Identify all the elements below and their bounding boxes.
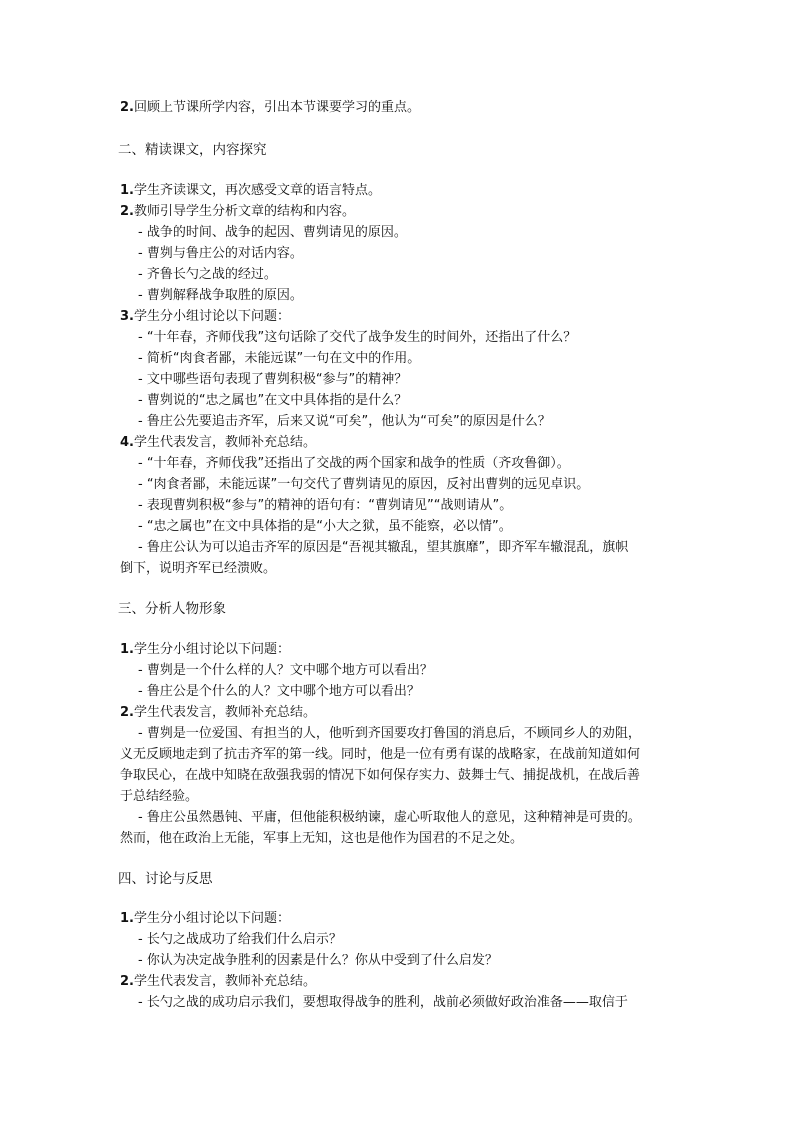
list-item [120, 309, 290, 325]
list-item [120, 204, 355, 220]
list-item [120, 435, 316, 451]
item-number: 3. [120, 309, 134, 324]
item-text: 学生齐读课文，再次感受文章的语言特点。 [134, 183, 382, 198]
item-text: 回顾上节课所学内容，引出本节课要学习的重点。 [134, 100, 421, 115]
sub-item: - 你认为决定战争胜利的因素是什么？你从中受到了什么启发？ [138, 953, 498, 968]
sub-item: - 长勺之战的成功启示我们，要想取得战争的胜利，战前必须做好政治准备——取信于 [138, 995, 628, 1010]
sub-item: - 鲁庄公先要追击齐军，后来又说“可矣”，他认为“可矣”的原因是什么？ [138, 414, 551, 429]
list-item [120, 705, 316, 721]
item-text: 学生分小组讨论以下问题： [134, 309, 291, 324]
sub-item: - “忠之属也”在文中具体指的是“小大之狱，虽不能察，必以情”。 [138, 519, 512, 534]
sub-item: - “肉食者鄙，未能远谋”一句交代了曹刿请见的原因，反衬出曹刿的远见卓识。 [138, 477, 590, 492]
paragraph-line: 义无反顾地走到了抗击齐军的第一线。同时，他是一位有勇有谋的战略家，在战前知道如何 [120, 747, 641, 762]
intro-item [120, 100, 420, 116]
sub-item: - 鲁庄公是个什么的人？文中哪个地方可以看出？ [138, 684, 420, 699]
sub-item: - “十年春，齐师伐我”这句话除了交代了战争发生的时间外，还指出了什么？ [138, 330, 577, 345]
sub-item: - 曹刿说的“忠之属也”在文中具体指的是什么？ [138, 393, 408, 408]
item-text: 教师引导学生分析文章的结构和内容。 [134, 204, 356, 219]
item-text: 学生分小组讨论以下问题： [134, 911, 291, 926]
section-heading: 三、分析人物形象 [118, 601, 226, 617]
sub-item: - 战争的时间、战争的起因、曹刿请见的原因。 [138, 225, 407, 240]
sub-item: - 曹刿是一个什么样的人？文中哪个地方可以看出？ [138, 663, 433, 678]
paragraph-line: 然而，他在政治上无能，军事上无知，这也是他作为国君的不足之处。 [120, 831, 524, 846]
sub-item: - 文中哪些语句表现了曹刿积极“参与”的精神？ [138, 372, 408, 387]
sub-item: - 曹刿与鲁庄公的对话内容。 [138, 246, 303, 261]
sub-item: - 表现曹刿积极“参与”的精神的语句有：“曹刿请见”“战则请从”。 [138, 498, 513, 513]
paragraph-line: 于总结经验。 [120, 789, 199, 804]
paragraph-line: 争取民心，在战中知晓在敌强我弱的情况下如何保存实力、鼓舞士气、捕捉战机，在战后善 [120, 768, 641, 783]
item-number: 1. [120, 183, 134, 198]
item-text: 学生代表发言，教师补充总结。 [134, 435, 317, 450]
list-item [120, 911, 290, 927]
list-item [120, 642, 290, 658]
item-text: 学生代表发言，教师补充总结。 [134, 705, 317, 720]
item-number: 2. [120, 705, 134, 720]
section-heading: 二、精读课文，内容探究 [118, 142, 267, 158]
item-number: 2. [120, 100, 134, 115]
sub-item: - 鲁庄公认为可以追击齐军的原因是“吾视其辙乱，望其旗靡”，即齐军车辙混乱，旗帜 [138, 540, 629, 555]
item-number: 1. [120, 642, 134, 657]
sub-item: - 齐鲁长勺之战的经过。 [138, 267, 277, 282]
item-number: 4. [120, 435, 134, 450]
sub-item: - 长勺之战成功了给我们什么启示？ [138, 932, 342, 947]
item-number: 2. [120, 204, 134, 219]
sub-item: - 简析“肉食者鄙，未能远谋”一句在文中的作用。 [138, 351, 421, 366]
paragraph-line: - 鲁庄公虽然愚钝、平庸，但他能积极纳谏，虚心听取他人的意见，这种精神是可贵的。 [138, 810, 641, 825]
continuation-text: 倒下，说明齐军已经溃败。 [120, 561, 277, 576]
item-text: 学生代表发言，教师补充总结。 [134, 974, 317, 989]
section-heading: 四、讨论与反思 [118, 871, 213, 887]
list-item [120, 183, 381, 199]
list-item [120, 974, 316, 990]
item-text: 学生分小组讨论以下问题： [134, 642, 291, 657]
sub-item: - 曹刿解释战争取胜的原因。 [138, 288, 303, 303]
item-number: 2. [120, 974, 134, 989]
paragraph-line: - 曹刿是一位爱国、有担当的人，他听到齐国要攻打鲁国的消息后，不顾同乡人的劝阻， [138, 726, 641, 741]
sub-item: - “十年春，齐师伐我”还指出了交战的两个国家和战争的性质（齐攻鲁御）。 [138, 456, 570, 471]
item-number: 1. [120, 911, 134, 926]
